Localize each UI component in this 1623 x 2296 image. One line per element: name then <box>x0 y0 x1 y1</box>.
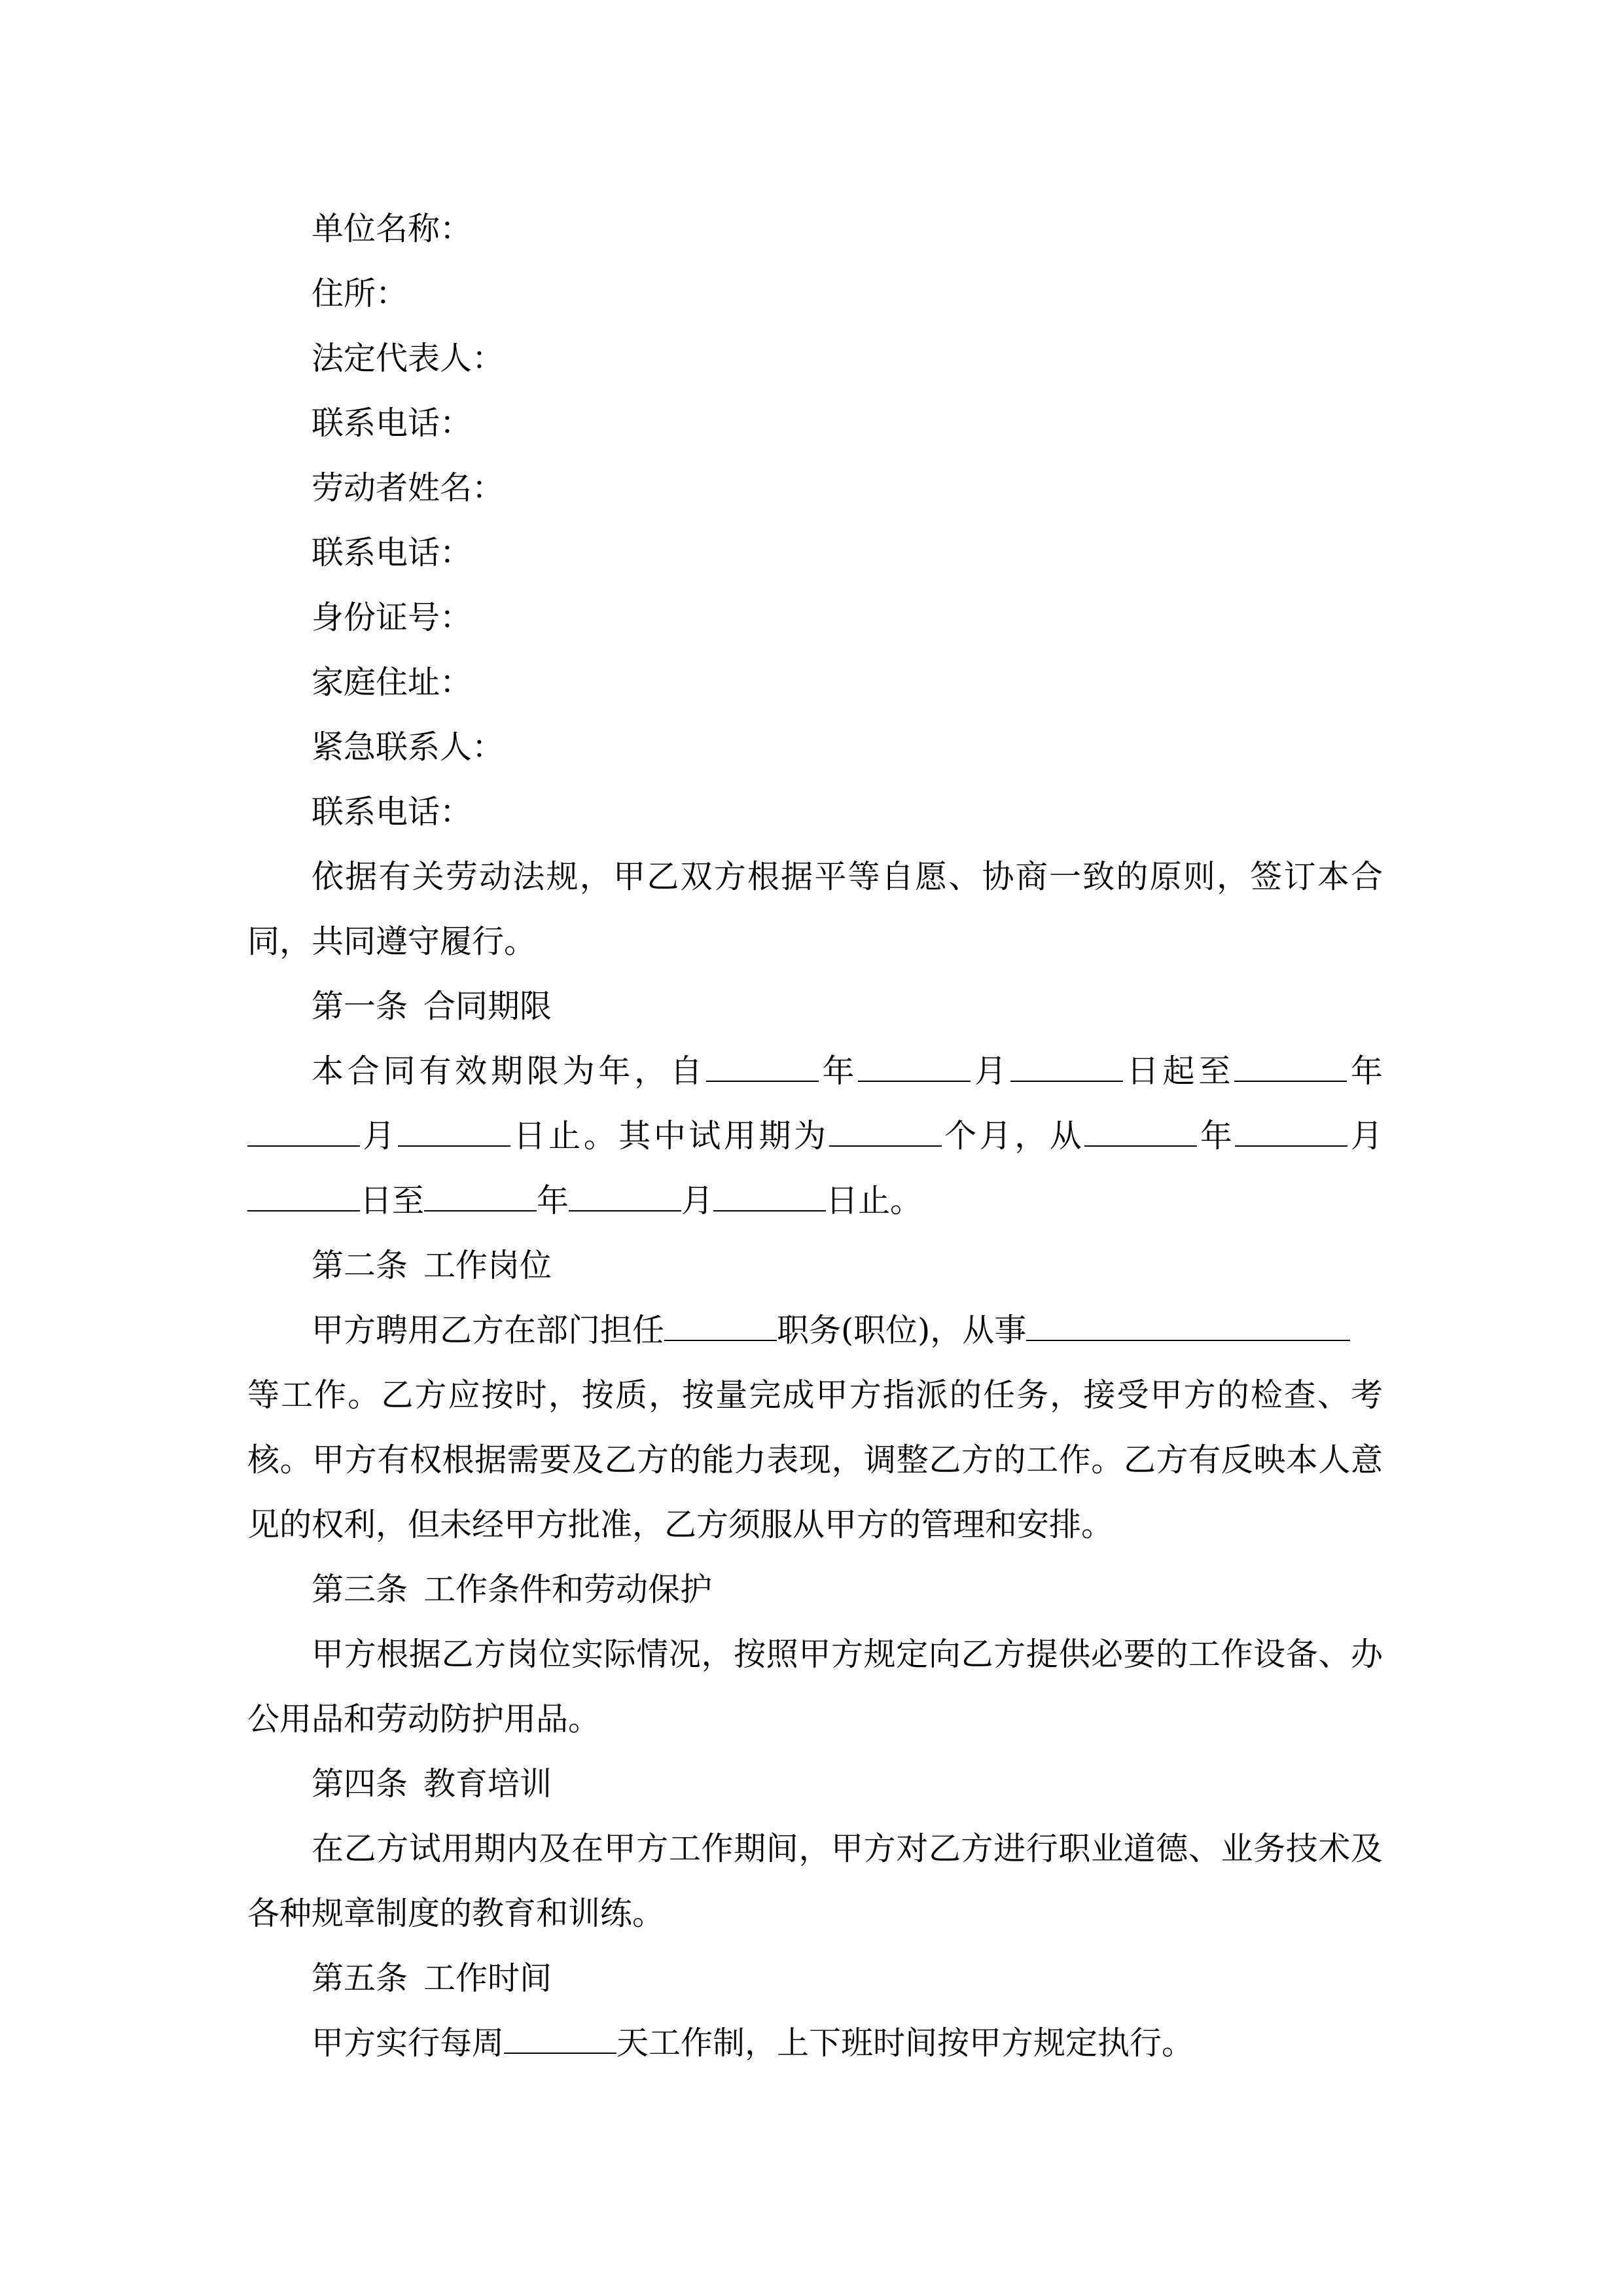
blank-probation-end-month <box>569 1184 681 1211</box>
field-legal-representative: 法定代表人： <box>312 340 505 377</box>
article-3-heading <box>247 1557 1383 1622</box>
article-3-title: 工作条件和劳动保护 <box>423 1571 713 1608</box>
blank-probation-start-day <box>247 1184 360 1211</box>
blank-start-month <box>858 1054 971 1082</box>
article-2-body: 等工作。乙方应按时，按质，按量完成甲方指派的任务，接受甲方的检查、考核。甲方有权根据需要及乙方的能力表现，调整乙方的工作。乙方有反映本人意见的权利，但未经甲方批准，乙方须服从甲方的管理和安排。 <box>247 1376 1383 1543</box>
blank-probation-months <box>829 1119 942 1147</box>
field-worker-phone: 联系电话： <box>312 534 473 571</box>
field-company-name: 单位名称： <box>312 210 473 247</box>
article-2-title: 工作岗位 <box>423 1247 552 1284</box>
field-id-number: 身份证号： <box>312 599 473 636</box>
blank-end-year <box>1234 1054 1347 1082</box>
blank-work-days <box>504 2026 616 2054</box>
article-4-title: 教育培训 <box>423 1765 552 1803</box>
blank-end-month <box>247 1119 360 1147</box>
field-company-phone: 联系电话： <box>312 404 473 442</box>
field-home-address: 家庭住址： <box>312 664 473 701</box>
article-1-number: 第一条 <box>312 988 408 1025</box>
article-2-heading <box>247 1233 1383 1298</box>
article-2-line-1: 甲方聘用乙方在部门担任 职务(职位)，从事 <box>247 1298 1383 1363</box>
field-address: 住所： <box>312 275 408 312</box>
article-1-title: 合同期限 <box>423 988 552 1025</box>
article-4-body: 在乙方试用期内及在甲方工作期间，甲方对乙方进行职业道德、业务技术及各种规章制度的教育和训练。 <box>247 1830 1383 1932</box>
blank-probation-start-month <box>1235 1119 1347 1147</box>
intro-paragraph: 依据有关劳动法规，甲乙双方根据平等自愿、协商一致的原则，签订本合同，共同遵守履行。 <box>247 858 1383 960</box>
field-emergency-contact: 紧急联系人： <box>312 728 505 766</box>
article-5-number: 第五条 <box>312 1960 408 1997</box>
article-1-body: 本合同有效期限为年，自 年 月 日起至 年月 日止。其中试用期为 个月，从 年 月 <box>247 1039 1383 1168</box>
field-emergency-phone: 联系电话： <box>312 793 473 831</box>
blank-probation-end-day <box>713 1184 826 1211</box>
article-5-title: 工作时间 <box>423 1960 552 1997</box>
article-3-number: 第三条 <box>312 1571 408 1608</box>
article-4-heading <box>247 1751 1383 1816</box>
blank-start-year <box>706 1054 819 1082</box>
article-1-heading <box>247 974 1383 1039</box>
blank-position <box>664 1314 777 1341</box>
article-1-body-end: 日至 年 月 日止。 <box>247 1168 1383 1233</box>
article-4-number: 第四条 <box>312 1765 408 1803</box>
blank-end-day <box>398 1119 510 1147</box>
article-2-number: 第二条 <box>312 1247 408 1284</box>
article-5-body: 甲方实行每周 天工作制，上下班时间按甲方规定执行。 <box>312 2024 1194 2062</box>
article-5-heading <box>247 1946 1383 2011</box>
blank-probation-start-year <box>1084 1119 1197 1147</box>
blank-probation-end-year <box>424 1184 537 1211</box>
article-3-body: 甲方根据乙方岗位实际情况，按照甲方规定向乙方提供必要的工作设备、办公用品和劳动防护用品。 <box>247 1636 1383 1738</box>
field-worker-name: 劳动者姓名： <box>312 469 505 507</box>
blank-work-content <box>1026 1314 1350 1341</box>
blank-start-day <box>1010 1054 1123 1082</box>
contract-body <box>247 196 1383 2075</box>
